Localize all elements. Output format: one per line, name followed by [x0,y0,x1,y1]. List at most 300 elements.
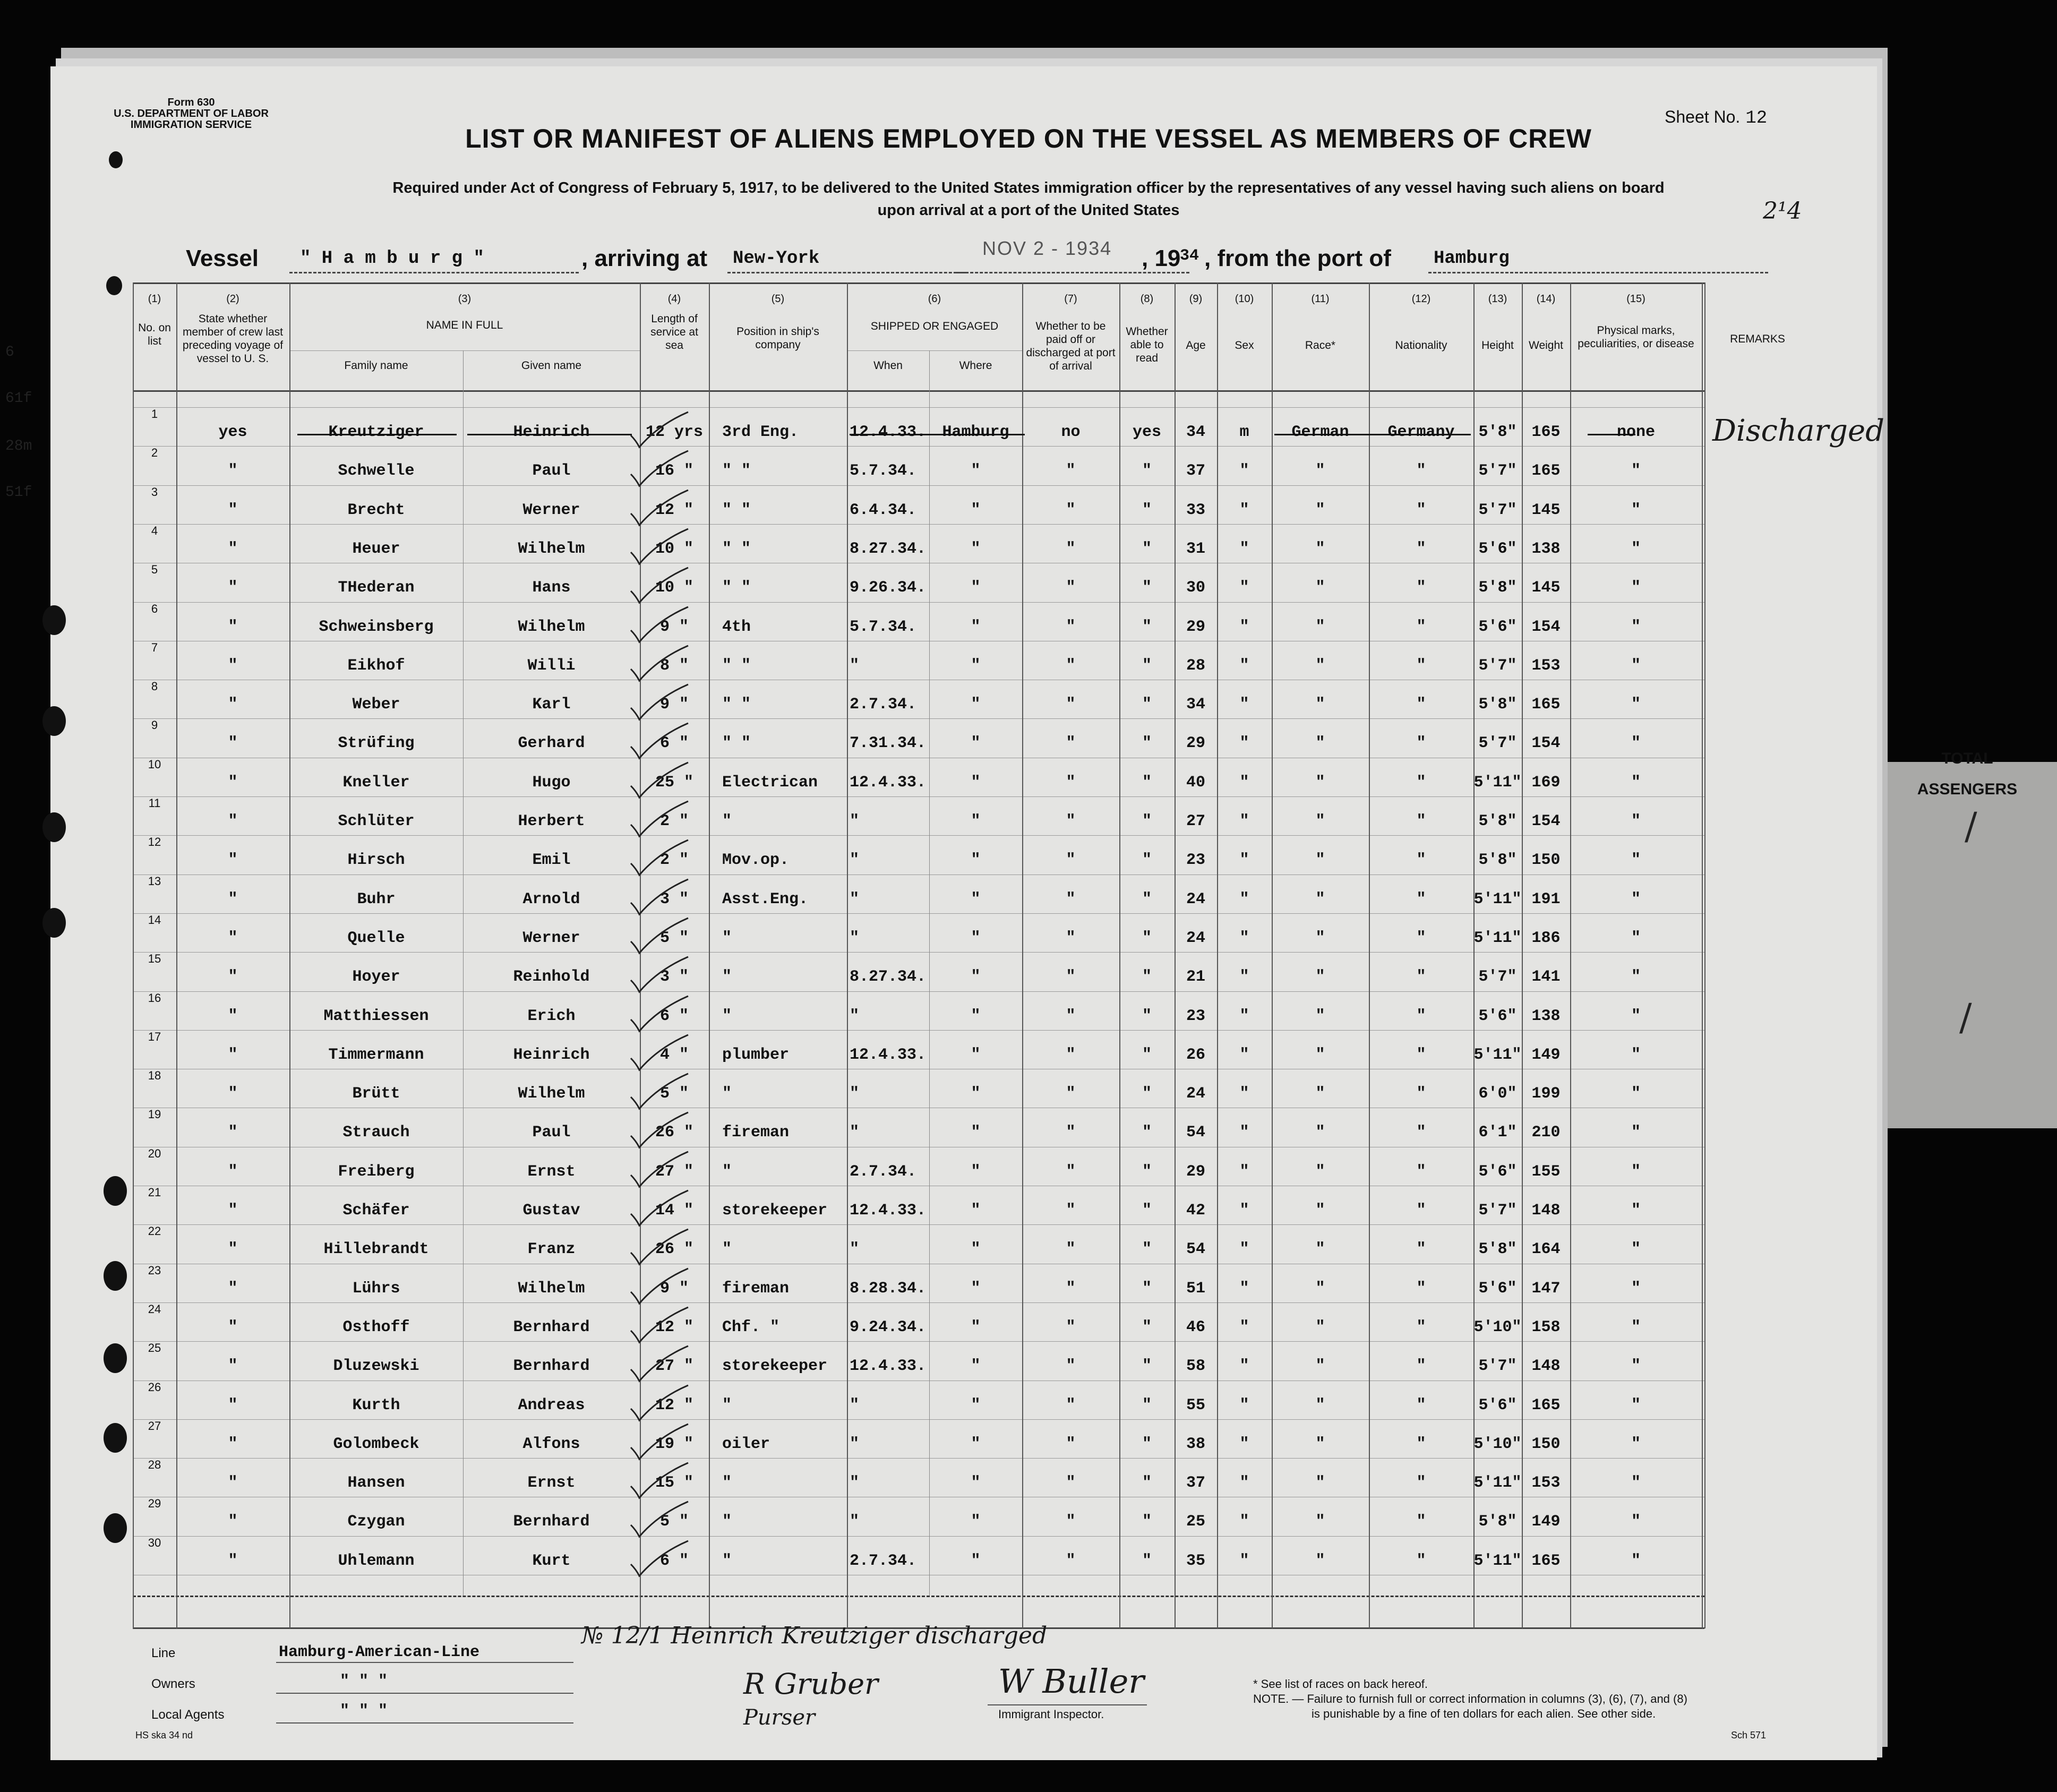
cell-where: " [971,1007,981,1025]
cell-race: " [1315,890,1325,908]
cell-height: 5'6" [1478,1280,1517,1298]
cell-read: " [1142,1007,1152,1025]
cell-height: 5'8" [1478,1513,1517,1531]
cell-weight: 154 [1531,734,1561,752]
print-code: HS ska 34 nd [135,1730,193,1740]
cell-family: Golombeck [333,1435,419,1453]
row-line [133,407,1704,408]
from-port: Hamburg [1434,248,1510,269]
strike-through [1588,434,1635,435]
cell-race: " [1315,1280,1325,1298]
column-header-race: Race* [1305,339,1336,351]
tally-check-mark [627,526,690,568]
strike-through [297,434,457,435]
margin-mark: 61f [5,390,32,407]
cell-race: " [1315,1163,1325,1181]
cell-family: Brütt [352,1085,400,1103]
column-border [1522,282,1523,1628]
purser-title: Purser [743,1705,816,1730]
cell-where: " [971,1474,981,1492]
cell-sex: " [1239,657,1249,675]
row-number: 4 [151,524,158,537]
row-line [133,1302,1704,1303]
cell-service: 6 " [659,1552,689,1570]
row-line [133,718,1704,719]
cell-position: storekeeper [722,1202,828,1220]
cell-when: " [850,657,860,675]
cell-where: " [971,929,981,947]
cell-sex: " [1239,1357,1249,1375]
row-number: 6 [151,602,158,615]
row-number: 12 [148,835,161,848]
cell-family: Schlüter [338,812,415,830]
cell-weight: 149 [1531,1046,1561,1064]
cell-nat: " [1416,812,1426,830]
row-number: 14 [148,913,161,927]
cell-prev: " [228,1396,238,1414]
column-number: (10) [1235,293,1254,305]
header-divider [847,350,1022,351]
cell-service: 10 " [655,540,693,558]
column-number: (8) [1140,293,1154,305]
cell-family: Matthiessen [323,1007,429,1025]
underline [276,1722,573,1724]
cell-height: 5'8" [1478,812,1517,830]
tally-check-mark [627,798,690,841]
header-bottom-border [133,390,1704,392]
cell-when: 5.7.34. [850,618,917,636]
column-border [1702,282,1703,1628]
owners-value: " " " [340,1673,388,1691]
cell-weight: 186 [1531,929,1561,947]
cell-position: Mov.op. [722,851,790,869]
cell-weight: 154 [1531,618,1561,636]
tally-check-mark [627,1265,690,1308]
cell-family: Kurth [352,1396,400,1414]
cell-race: " [1315,1202,1325,1220]
row-line [133,524,1704,525]
table-end-line [133,1596,1704,1597]
column-border [709,282,710,1628]
cell-when: " [850,1396,860,1414]
row-number: 13 [148,874,161,888]
cell-age: 55 [1186,1396,1205,1414]
column-number: (4) [667,293,681,305]
column-border [1022,282,1023,1628]
tally-check-mark [627,487,690,529]
column-header-remarks: REMARKS [1730,333,1785,345]
cell-given: Kurt [532,1552,571,1570]
cell-position: " [722,1240,732,1258]
cell-given: Gerhard [518,734,585,752]
cell-prev: yes [218,423,247,441]
cell-weight: 165 [1531,1552,1561,1570]
cell-read: " [1142,1240,1152,1258]
cell-read: " [1142,968,1152,986]
cell-height: 6'1" [1478,1124,1517,1142]
cell-race: " [1315,851,1325,869]
tally-check-mark [627,720,690,762]
cell-nat: " [1416,1240,1426,1258]
row-number: 11 [148,796,161,810]
cell-position: " [722,812,732,830]
document-subtitle: Required under Act of Congress of February 5, 1917, to be delivered to the United States immigration officer by the representatives of any vessel having such aliens on board upon arrival at a port of the United States [392,179,1665,219]
cell-read: " [1142,618,1152,636]
column-header-shipped: SHIPPED OR ENGAGED [870,320,999,332]
cell-where: " [971,1396,981,1414]
cell-where: " [971,890,981,908]
cell-given: Gustav [522,1202,580,1220]
cell-when: 12.4.33. [850,423,927,441]
cell-where: " [971,696,981,714]
cell-age: 26 [1186,1046,1205,1064]
cell-family: Schäfer [342,1202,410,1220]
tally-check-mark [627,1343,690,1385]
cell-age: 31 [1186,540,1205,558]
cell-nat: " [1416,1163,1426,1181]
cell-marks: " [1631,540,1641,558]
cell-read: " [1142,734,1152,752]
cell-race: " [1315,501,1325,519]
cell-age: 23 [1186,1007,1205,1025]
cell-height: 5'8" [1478,579,1517,597]
cell-paid: " [1066,812,1076,830]
cell-race: " [1315,1124,1325,1142]
cell-when: 12.4.33. [850,1202,927,1220]
cell-age: 28 [1186,657,1205,675]
cell-nat: " [1416,540,1426,558]
cell-where: " [971,1046,981,1064]
cell-height: 5'7" [1478,1357,1517,1375]
row-number: 19 [148,1108,161,1121]
cell-where: " [971,1202,981,1220]
cell-position: " [722,1513,732,1531]
binder-hole [104,1513,127,1543]
cell-given: Wilhelm [518,1085,585,1103]
cell-weight: 145 [1531,579,1561,597]
cell-nat: " [1416,734,1426,752]
tally-check-mark [627,681,690,724]
column-number: (2) [226,293,239,305]
cell-paid: " [1066,1435,1076,1453]
cell-race: " [1315,1474,1325,1492]
cell-given: Werner [522,501,580,519]
column-border [1570,282,1571,1628]
cell-when: 12.4.33. [850,1046,927,1064]
cell-when: " [850,812,860,830]
cell-race: " [1315,1318,1325,1336]
year-prefix: , 19 [1142,245,1181,271]
cell-sex: " [1239,1435,1249,1453]
cell-given: Andreas [518,1396,585,1414]
cell-service: 14 " [655,1202,693,1220]
cell-marks: " [1631,1202,1641,1220]
row-line [133,835,1704,836]
column-header-name: NAME IN FULL [426,319,503,331]
cell-given: Wilhelm [518,618,585,636]
department-name: U.S. DEPARTMENT OF LABOR [114,108,269,119]
cell-sex: " [1239,929,1249,947]
row-number: 25 [148,1341,161,1354]
cell-prev: " [228,462,238,480]
side-tab-label: ASSENGERS [1917,781,2018,798]
cell-given: Arnold [522,890,580,908]
cell-read: " [1142,890,1152,908]
cell-race: " [1315,696,1325,714]
column-header-previous-voyage: State whether member of crew last preceding voyage of vessel to U. S. [182,313,284,365]
cell-service: 16 " [655,462,693,480]
cell-height: 5'7" [1478,657,1517,675]
cell-prev: " [228,890,238,908]
cell-height: 5'6" [1478,1396,1517,1414]
binder-hole [42,605,66,635]
cell-race: " [1315,1046,1325,1064]
row-number: 9 [151,718,158,732]
cell-service: 8 " [659,657,689,675]
row-number: 28 [148,1458,161,1471]
cell-sex: " [1239,1396,1249,1414]
cell-race: " [1315,462,1325,480]
cell-paid: " [1066,1046,1076,1064]
cell-family: Schweinsberg [319,618,434,636]
cell-weight: 165 [1531,696,1561,714]
cell-given: Paul [532,1124,571,1142]
row-number: 8 [151,680,158,693]
cell-nat: Germany [1387,423,1455,441]
cell-nat: " [1416,696,1426,714]
cell-given: Erich [527,1007,576,1025]
cell-prev: " [228,657,238,675]
cell-weight: 154 [1531,812,1561,830]
cell-service: 2 " [659,812,689,830]
row-line [133,1419,1704,1420]
cell-family: Uhlemann [338,1552,415,1570]
cell-height: 5'6" [1478,618,1517,636]
cell-remarks: Discharged [1712,414,1884,448]
cell-nat: " [1416,1007,1426,1025]
cell-nat: " [1416,1474,1426,1492]
cell-service: 25 " [655,774,693,792]
cell-marks: none [1616,423,1655,441]
cell-read: " [1142,1396,1152,1414]
cell-sex: " [1239,1474,1249,1492]
cell-given: Heinrich [513,1046,590,1064]
row-line [133,485,1704,486]
cell-nat: " [1416,968,1426,986]
strike-through [467,434,632,435]
cell-prev: " [228,774,238,792]
cell-prev: " [228,1202,238,1220]
cell-sex: " [1239,812,1249,830]
row-number: 16 [148,991,161,1005]
cell-race: " [1315,774,1325,792]
cell-marks: " [1631,462,1641,480]
cell-paid: " [1066,1240,1076,1258]
cell-service: 12 " [655,1318,693,1336]
cell-weight: 155 [1531,1163,1561,1181]
cell-position: storekeeper [722,1357,828,1375]
row-line [133,952,1704,953]
cell-sex: " [1239,890,1249,908]
row-line [133,796,1704,797]
row-number: 23 [148,1264,161,1277]
cell-sex: " [1239,1163,1249,1181]
cell-family: Brecht [347,501,405,519]
cell-family: Hillebrandt [323,1240,429,1258]
cell-when: 6.4.34. [850,501,917,519]
cell-service: 5 " [659,929,689,947]
cell-paid: " [1066,1280,1076,1298]
cell-service: 27 " [655,1357,693,1375]
cell-race: " [1315,618,1325,636]
cell-service: 2 " [659,851,689,869]
cell-given: Reinhold [513,968,590,986]
cell-when: 8.28.34. [850,1280,927,1298]
cell-weight: 153 [1531,657,1561,675]
cell-where: " [971,1435,981,1453]
document-title: LIST OR MANIFEST OF ALIENS EMPLOYED ON THE VESSEL AS MEMBERS OF CREW [465,124,1592,153]
cell-race: " [1315,1240,1325,1258]
column-number: (13) [1488,293,1507,305]
cell-service: 26 " [655,1240,693,1258]
cell-nat: " [1416,501,1426,519]
cell-age: 37 [1186,1474,1205,1492]
page-reference: 2¹4 [1763,198,1802,225]
side-tab-mark: / [1965,804,1977,848]
cell-prev: " [228,929,238,947]
cell-paid: no [1061,423,1081,441]
cell-prev: " [228,1163,238,1181]
cell-position: " " [722,501,751,519]
cell-where: " [971,540,981,558]
tally-check-mark [627,1187,690,1230]
cell-position: " " [722,734,751,752]
cell-when: 5.7.34. [850,462,917,480]
tally-check-mark [627,1304,690,1347]
cell-marks: " [1631,1318,1641,1336]
cell-sex: " [1239,734,1249,752]
cell-nat: " [1416,1318,1426,1336]
cell-marks: " [1631,1046,1641,1064]
cell-prev: " [228,1124,238,1142]
row-number: 20 [148,1147,161,1160]
binder-hole [104,1261,127,1291]
cell-family: Strüfing [338,734,415,752]
tally-check-mark [627,642,690,685]
cell-family: Czygan [347,1513,405,1531]
cell-paid: " [1066,579,1076,597]
row-number: 18 [148,1069,161,1082]
cell-family: Osthoff [342,1318,410,1336]
cell-given: Bernhard [513,1357,590,1375]
cell-race: " [1315,812,1325,830]
cell-when: " [850,1474,860,1492]
cell-prev: " [228,579,238,597]
cell-given: Emil [532,851,571,869]
cell-race: " [1315,657,1325,675]
column-header-able-to-read: Whether able to read [1126,325,1168,364]
cell-nat: " [1416,1396,1426,1414]
underline [988,1704,1147,1705]
cell-marks: " [1631,734,1641,752]
tally-check-mark [627,1498,690,1541]
cell-paid: " [1066,657,1076,675]
cell-marks: " [1631,1007,1641,1025]
cell-when: " [850,1240,860,1258]
column-border [1119,282,1120,1628]
cell-prev: " [228,812,238,830]
cell-service: 9 " [659,618,689,636]
cell-paid: " [1066,929,1076,947]
cell-paid: " [1066,1513,1076,1531]
cell-nat: " [1416,929,1426,947]
column-header-when: When [873,359,903,372]
row-number: 29 [148,1497,161,1510]
arriving-label: , arriving at [581,245,708,271]
cell-read: " [1142,1202,1152,1220]
cell-service: 5 " [659,1085,689,1103]
binder-hole [104,1343,127,1373]
cell-age: 46 [1186,1318,1205,1336]
cell-position: fireman [722,1124,790,1142]
cell-marks: " [1631,1357,1641,1375]
cell-marks: " [1631,1085,1641,1103]
cell-read: " [1142,540,1152,558]
row-line [133,1341,1704,1342]
cell-marks: " [1631,1396,1641,1414]
cell-race: " [1315,1396,1325,1414]
penalty-note-line-1: NOTE. — Failure to furnish full or correct information in columns (3), (6), (7), and (8) [1253,1692,1687,1705]
column-number: (14) [1536,293,1556,305]
cell-family: Schwelle [338,462,415,480]
cell-sex: " [1239,1007,1249,1025]
cell-nat: " [1416,657,1426,675]
cell-paid: " [1066,1007,1076,1025]
cell-age: 29 [1186,618,1205,636]
cell-sex: " [1239,851,1249,869]
cell-position: oiler [722,1435,770,1453]
cell-sex: " [1239,1513,1249,1531]
cell-race: " [1315,968,1325,986]
cell-given: Herbert [518,812,585,830]
purser-signature: R Gruber [743,1667,878,1701]
cell-where: " [971,1357,981,1375]
cell-age: 34 [1186,423,1205,441]
cell-height: 5'11" [1473,929,1522,947]
tally-check-mark [627,1421,690,1463]
cell-given: Ernst [527,1163,576,1181]
margin-mark: 6 [5,344,14,361]
column-header-physical-marks: Physical marks, peculiarities, or disease [1578,324,1694,350]
tally-check-mark [627,1460,690,1502]
column-number: (5) [771,293,785,305]
vessel-name: " H a m b u r g " [300,248,484,269]
cell-when: " [850,1085,860,1103]
cell-age: 35 [1186,1552,1205,1570]
cell-prev: " [228,501,238,519]
cell-weight: 145 [1531,501,1561,519]
cell-family: Weber [352,696,400,714]
tally-check-mark [627,1148,690,1191]
cell-prev: " [228,1085,238,1103]
cell-prev: " [228,1435,238,1453]
cell-height: 5'6" [1478,1163,1517,1181]
column-number: (1) [148,293,161,305]
cell-nat: " [1416,1552,1426,1570]
cell-nat: " [1416,1280,1426,1298]
cell-service: 4 " [659,1046,689,1064]
cell-marks: " [1631,1435,1641,1453]
